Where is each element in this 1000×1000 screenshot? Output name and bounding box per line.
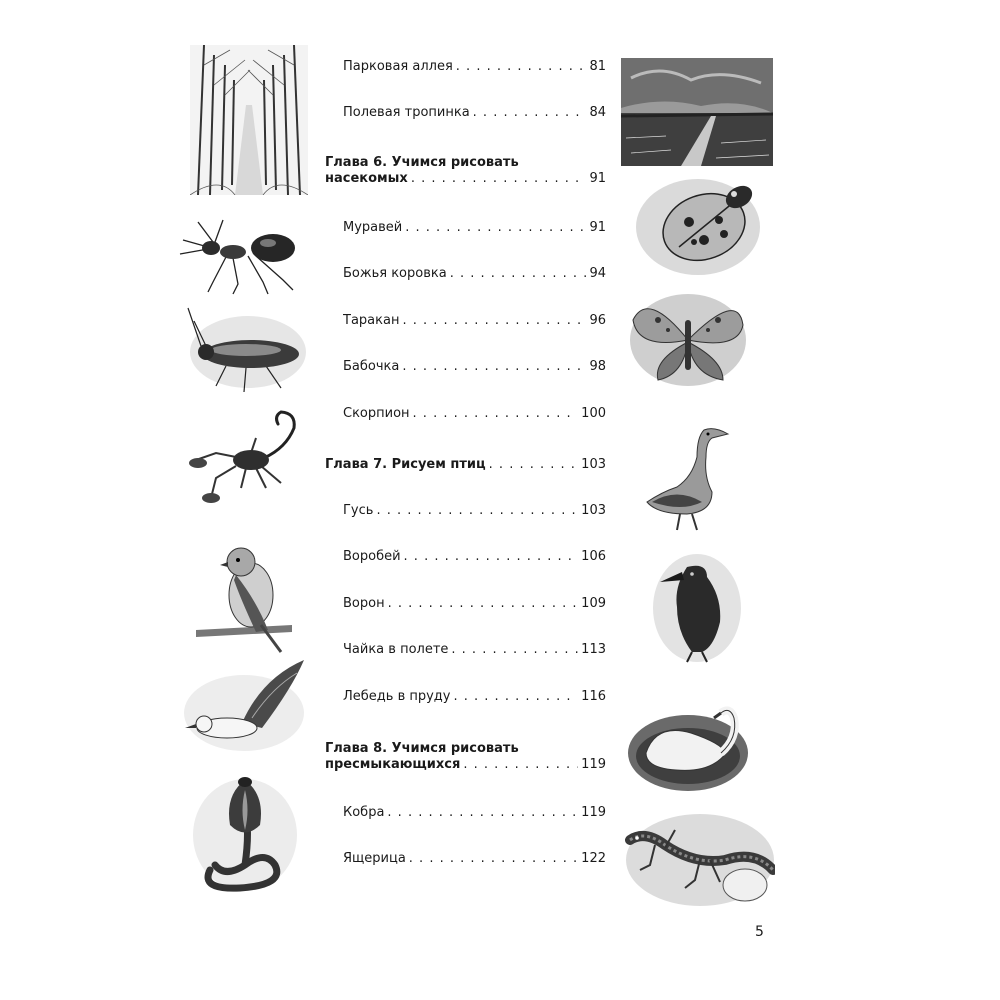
- toc-label: Полевая тропинка: [343, 105, 470, 120]
- toc-label: Божья коровка: [343, 266, 447, 281]
- toc-page: 103: [581, 457, 606, 472]
- toc-entry-raven[interactable]: [343, 596, 606, 612]
- toc-entry-park-alley[interactable]: [343, 59, 606, 75]
- toc-label: Глава 7. Рисуем птиц: [325, 457, 486, 472]
- toc-page: 119: [581, 805, 606, 820]
- toc-entry-goose[interactable]: [343, 503, 606, 519]
- toc-leader: [456, 59, 587, 75]
- toc-entry-butterfly[interactable]: [343, 359, 606, 375]
- toc-label: пресмыкающихся: [325, 757, 461, 772]
- toc-chapter-6[interactable]: [325, 155, 606, 187]
- toc-entry-lizard[interactable]: [343, 851, 606, 867]
- toc-entry-field-path[interactable]: [343, 105, 606, 121]
- toc-leader: [489, 457, 579, 473]
- toc-page: 119: [581, 757, 606, 772]
- toc-leader: [454, 689, 579, 705]
- toc-entry-cobra[interactable]: [343, 805, 606, 821]
- scorpion-illustration: [186, 408, 310, 508]
- toc-leader: [450, 266, 587, 282]
- toc-page: 91: [589, 171, 606, 186]
- seagull-illustration: [182, 658, 307, 753]
- toc-label: Бабочка: [343, 359, 400, 374]
- toc-leader: [413, 406, 579, 422]
- lizard-illustration: [625, 810, 775, 908]
- toc-page: 100: [581, 406, 606, 421]
- toc-chapter-8[interactable]: [325, 741, 606, 773]
- toc-entry-cockroach[interactable]: [343, 313, 606, 329]
- toc-page: 103: [581, 503, 606, 518]
- toc-page: 94: [589, 266, 606, 281]
- toc-page: 122: [581, 851, 606, 866]
- toc-leader: [405, 220, 586, 236]
- toc-entry-ant[interactable]: [343, 220, 606, 236]
- toc-chapter-7[interactable]: [325, 457, 606, 473]
- toc-label: Ящерица: [343, 851, 406, 866]
- toc-label: Воробей: [343, 549, 401, 564]
- page-number: 5: [755, 924, 764, 940]
- butterfly-illustration: [628, 290, 748, 388]
- toc-label: Ворон: [343, 596, 385, 611]
- toc-entry-seagull[interactable]: [343, 642, 606, 658]
- toc-label: Лебедь в пруду: [343, 689, 451, 704]
- tree-alley-illustration: [190, 45, 308, 195]
- toc-leader: [473, 105, 587, 121]
- toc-leader: [387, 805, 578, 821]
- toc-page: 113: [581, 642, 606, 657]
- swan-illustration: [626, 698, 751, 793]
- toc-page: 98: [589, 359, 606, 374]
- toc-label: Скорпион: [343, 406, 410, 421]
- toc-page: 84: [589, 105, 606, 120]
- ant-illustration: [178, 212, 310, 297]
- toc-entry-ladybug[interactable]: [343, 266, 606, 282]
- toc-leader: [388, 596, 579, 612]
- toc-leader: [409, 851, 578, 867]
- toc-label: Муравей: [343, 220, 403, 235]
- cobra-illustration: [190, 770, 300, 895]
- toc-leader: [463, 757, 578, 773]
- toc-leader: [402, 359, 586, 375]
- toc-label: Парковая аллея: [343, 59, 453, 74]
- goose-illustration: [642, 422, 732, 532]
- raven-illustration: [652, 552, 742, 664]
- toc-leader: [411, 171, 587, 187]
- toc-label: Кобра: [343, 805, 385, 820]
- toc-leader: [402, 313, 586, 329]
- toc-label: Гусь: [343, 503, 374, 518]
- toc-leader: [451, 642, 578, 658]
- field-path-illustration: [621, 58, 773, 166]
- cockroach-illustration: [186, 306, 306, 394]
- toc-leader: [404, 549, 579, 565]
- toc-chapter-title: Глава 8. Учимся рисовать: [325, 741, 519, 756]
- toc-entry-swan[interactable]: [343, 689, 606, 705]
- toc-page: 109: [581, 596, 606, 611]
- toc-label: Чайка в полете: [343, 642, 449, 657]
- toc-page: 106: [581, 549, 606, 564]
- toc-label: Таракан: [343, 313, 400, 328]
- toc-page: 116: [581, 689, 606, 704]
- sparrow-illustration: [196, 540, 292, 655]
- toc-chapter-title: Глава 6. Учимся рисовать: [325, 155, 519, 170]
- ladybug-illustration: [634, 172, 762, 277]
- toc-page: 91: [589, 220, 606, 235]
- toc-entry-sparrow[interactable]: [343, 549, 606, 565]
- toc-leader: [376, 503, 578, 519]
- toc-label: насекомых: [325, 171, 408, 186]
- toc-page: 81: [589, 59, 606, 74]
- toc-page: 96: [589, 313, 606, 328]
- toc-entry-scorpion[interactable]: [343, 406, 606, 422]
